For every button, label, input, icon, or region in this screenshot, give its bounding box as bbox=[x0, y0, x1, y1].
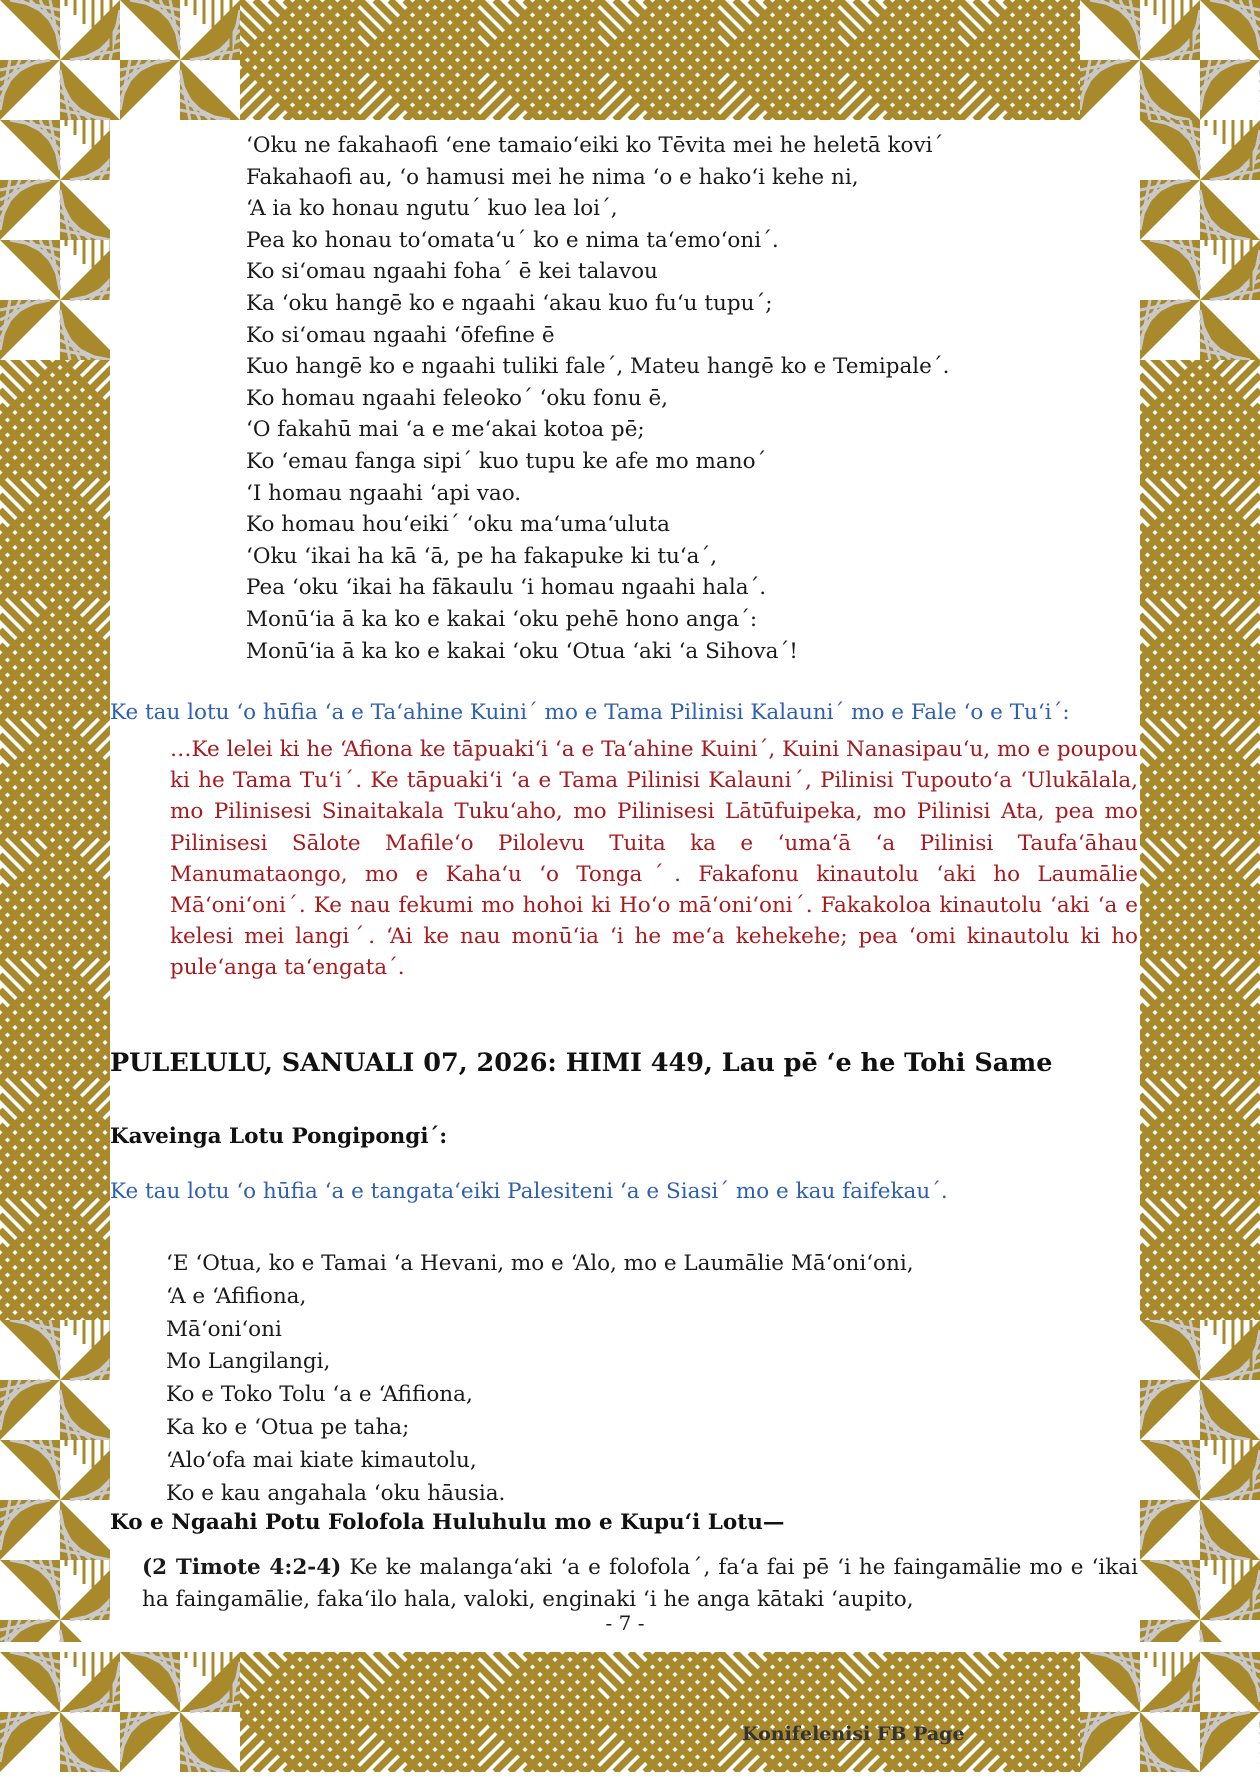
tapa-pattern-tile bbox=[1080, 0, 1200, 120]
tapa-pattern-tile bbox=[1140, 1080, 1260, 1200]
verse-line: Monūʻia ā ka ko e kakai ʻoku ʻOtua ʻaki ʻa Sihovaˊ! bbox=[246, 638, 798, 664]
verse-line: Ko siʻomau ngaahi ʻōfefine ē bbox=[246, 322, 555, 348]
tapa-pattern-tile bbox=[1140, 360, 1260, 480]
verse-line: ʻOku ne fakahaofi ʻene tamaioʻeiki ko Tēvita mei he heletā koviˊ bbox=[246, 133, 944, 158]
verse-line: ʻI homau ngaahi ʻapi vao. bbox=[246, 480, 522, 506]
tapa-pattern-tile bbox=[0, 480, 120, 600]
verse-line: ʻO fakahū mai ʻa e meʻakai kotoa pē; bbox=[246, 417, 645, 443]
tapa-pattern-tile bbox=[0, 360, 120, 480]
tapa-pattern-tile bbox=[0, 240, 120, 360]
tapa-pattern-tile bbox=[960, 1652, 1080, 1772]
verse-line: Ko homau ngaahi feleokoˊ ʻoku fonu ē, bbox=[246, 385, 669, 411]
reading-reference: (2 Timote 4:2-4) bbox=[142, 1555, 342, 1580]
tapa-pattern-tile bbox=[720, 0, 840, 120]
tapa-pattern-tile bbox=[840, 1652, 960, 1772]
readings-heading: Ko e Ngaahi Potu Folofola Huluhulu mo e Kupuʻi Lotu— bbox=[110, 1510, 785, 1535]
reading-text: Ke ke malangaʻaki ʻa e folofolaˊ, faʻa fai pē ʻi he faingamālie mo e ʻikai ha faingamālie, fakaʻilo hala, valoki, enginaki ʻi he anga kātaki ʻaupito, bbox=[142, 1555, 1138, 1612]
tapa-pattern-tile bbox=[360, 1652, 480, 1772]
psalm-verses bbox=[246, 130, 950, 667]
right-border bbox=[1140, 120, 1260, 1642]
invocation-line: ʻE ʻOtua, ko e Tamai ʻa Hevani, mo e ʻAlo, mo e Laumālie Māʻoniʻoni, bbox=[166, 1251, 914, 1276]
verse-line: Ko homau houʻeikiˊ ʻoku maʻumaʻuluta bbox=[246, 512, 670, 538]
page-content bbox=[110, 120, 1140, 1642]
tapa-pattern-tile bbox=[1140, 720, 1260, 840]
tapa-pattern-tile bbox=[0, 840, 120, 960]
invocation-line: Ka ko e ʻOtua pe taha; bbox=[166, 1414, 410, 1440]
president-prayer-intro: Ke tau lotu ʻo hūfia ʻa e tangataʻeiki Palesiteni ʻa e Siasiˊ mo e kau faifekauˊ. bbox=[110, 1179, 948, 1204]
tapa-pattern-tile bbox=[1140, 240, 1260, 360]
tapa-pattern-tile bbox=[1140, 960, 1260, 1080]
bottom-border bbox=[0, 1642, 1260, 1782]
royal-prayer: …Ke lelei ki he ʻAfiona ke tāpuakiʻi ʻa e Taʻahine Kuiniˊ, Kuini Nanasipauʻu, mo e poupou ki he Tama Tuʻiˊ. Ke tāpuakiʻi ʻa e Tama Pilinisi Kalauniˊ, Pilinisi Tupoutoʻa ʻUlukālala, mo Pilinisesi Sinaitakala Tukuʻaho, mo Pilinisesi Lātūfuipeka, mo Pilinisi Ata, pea mo Pilinisesi Sālote Mafileʻo Pilolevu Tuita ka e ʻumaʻā ʻa Pilinisi Taufaʻāhau Manumataongo, mo e Kahaʻu ʻo Tongaˊ. Fakafonu kinautolu ʻaki ho Laumālie Māʻoniʻoniˊ. Ke nau fekumi mo hohoi ki Hoʻo māʻoniʻoniˊ. Fakakoloa kinautolu ʻaki ʻa e kelesi mei langiˊ. ʻAi ke nau monūʻia ʻi he meʻa kehekehe; pea ʻomi kinautolu ki ho puleʻanga taʻengataˊ. bbox=[170, 737, 1138, 981]
tapa-pattern-tile bbox=[1140, 1320, 1260, 1440]
tapa-pattern-tile bbox=[240, 1652, 360, 1772]
scripture-reading bbox=[142, 1552, 1138, 1616]
tapa-pattern-tile bbox=[960, 0, 1080, 120]
tapa-pattern-tile bbox=[0, 720, 120, 840]
tapa-pattern-tile bbox=[0, 1560, 120, 1642]
tapa-pattern-tile bbox=[1140, 600, 1260, 720]
verse-line: Monūʻia ā ka ko e kakai ʻoku pehē hono angaˊ: bbox=[246, 606, 758, 632]
verse-line: ʻOku ʻikai ha kā ʻā, pe ha fakapuke ki tuʻaˊ, bbox=[246, 543, 718, 569]
verse-line: Pea ʻoku ʻikai ha fākaulu ʻi homau ngaahi halaˊ. bbox=[246, 575, 767, 601]
tapa-pattern-tile bbox=[600, 0, 720, 120]
tapa-pattern-tile bbox=[0, 0, 120, 120]
invocation-prayer bbox=[166, 1248, 914, 1510]
tapa-pattern-tile bbox=[0, 960, 120, 1080]
tapa-pattern-tile bbox=[1140, 1440, 1260, 1560]
tapa-pattern-tile bbox=[1140, 1560, 1260, 1642]
footer-label: Konifelenisi FB Page bbox=[742, 1723, 965, 1745]
tapa-pattern-tile bbox=[480, 0, 600, 120]
invocation-line: Mo Langilangi, bbox=[166, 1349, 331, 1375]
invocation-line: ʻAloʻofa mai kiate kimautolu, bbox=[166, 1447, 477, 1473]
tapa-pattern-tile bbox=[1140, 480, 1260, 600]
top-border bbox=[0, 0, 1260, 120]
left-border bbox=[0, 120, 120, 1642]
tapa-pattern-tile bbox=[480, 1652, 600, 1772]
tapa-pattern-tile bbox=[120, 0, 240, 120]
invocation-line: Ko e kau angahala ʻoku hāusia. bbox=[166, 1480, 506, 1506]
tapa-pattern-tile bbox=[0, 1200, 120, 1320]
tapa-pattern-tile bbox=[120, 1652, 240, 1772]
tapa-pattern-tile bbox=[1200, 0, 1260, 120]
tapa-pattern-tile bbox=[1140, 120, 1260, 240]
tapa-pattern-tile bbox=[0, 1080, 120, 1200]
tapa-pattern-tile bbox=[840, 0, 960, 120]
tapa-pattern-tile bbox=[1080, 1652, 1200, 1772]
day-heading: PULELULU, SANUALI 07, 2026: HIMI 449, Lau pē ʻe he Tohi Same bbox=[110, 1048, 1053, 1078]
tapa-pattern-tile bbox=[600, 1652, 720, 1772]
invocation-line: Ko e Toko Tolu ʻa e ʻAfifiona, bbox=[166, 1382, 473, 1408]
tapa-pattern-tile bbox=[720, 1652, 840, 1772]
tapa-pattern-tile bbox=[240, 0, 360, 120]
tapa-pattern-tile bbox=[0, 120, 120, 240]
tapa-pattern-tile bbox=[1140, 840, 1260, 960]
verse-line: Ka ʻoku hangē ko e ngaahi ʻakau kuo fuʻu tupuˊ; bbox=[246, 290, 773, 316]
invocation-line: Māʻoniʻoni bbox=[166, 1316, 282, 1342]
tapa-pattern-tile bbox=[0, 1320, 120, 1440]
tapa-pattern-tile bbox=[0, 600, 120, 720]
tapa-pattern-tile bbox=[0, 1652, 120, 1772]
verse-line: Pea ko honau toʻomataʻuˊ ko e nima taʻemoʻoniˊ. bbox=[246, 227, 779, 253]
tapa-pattern-tile bbox=[1200, 1652, 1260, 1772]
verse-line: Ko ʻemau fanga sipiˊ kuo tupu ke afe mo manoˊ bbox=[246, 448, 767, 474]
morning-prayer-label: Kaveinga Lotu Pongipongiˊ: bbox=[110, 1124, 448, 1149]
verse-line: Ko siʻomau ngaahi fohaˊ ē kei talavou bbox=[246, 259, 658, 285]
tapa-pattern-tile bbox=[1140, 1200, 1260, 1320]
verse-line: Kuo hangē ko e ngaahi tuliki faleˊ, Mateu hangē ko e Temipaleˊ. bbox=[246, 354, 950, 380]
verse-line: ʻA ia ko honau ngutuˊ kuo lea loiˊ, bbox=[246, 196, 618, 222]
tapa-pattern-tile bbox=[0, 1440, 120, 1560]
page-number: - 7 - bbox=[605, 1611, 645, 1635]
tapa-pattern-tile bbox=[360, 0, 480, 120]
invocation-line: ʻA e ʻAfifiona, bbox=[166, 1283, 307, 1309]
verse-line: Fakahaofi au, ʻo hamusi mei he nima ʻo e hakoʻi kehe ni, bbox=[246, 164, 859, 190]
royal-prayer-intro: Ke tau lotu ʻo hūfia ʻa e Taʻahine Kuiniˊ mo e Tama Pilinisi Kalauniˊ mo e Fale ʻo e Tuʻiˊ: bbox=[110, 700, 1070, 725]
